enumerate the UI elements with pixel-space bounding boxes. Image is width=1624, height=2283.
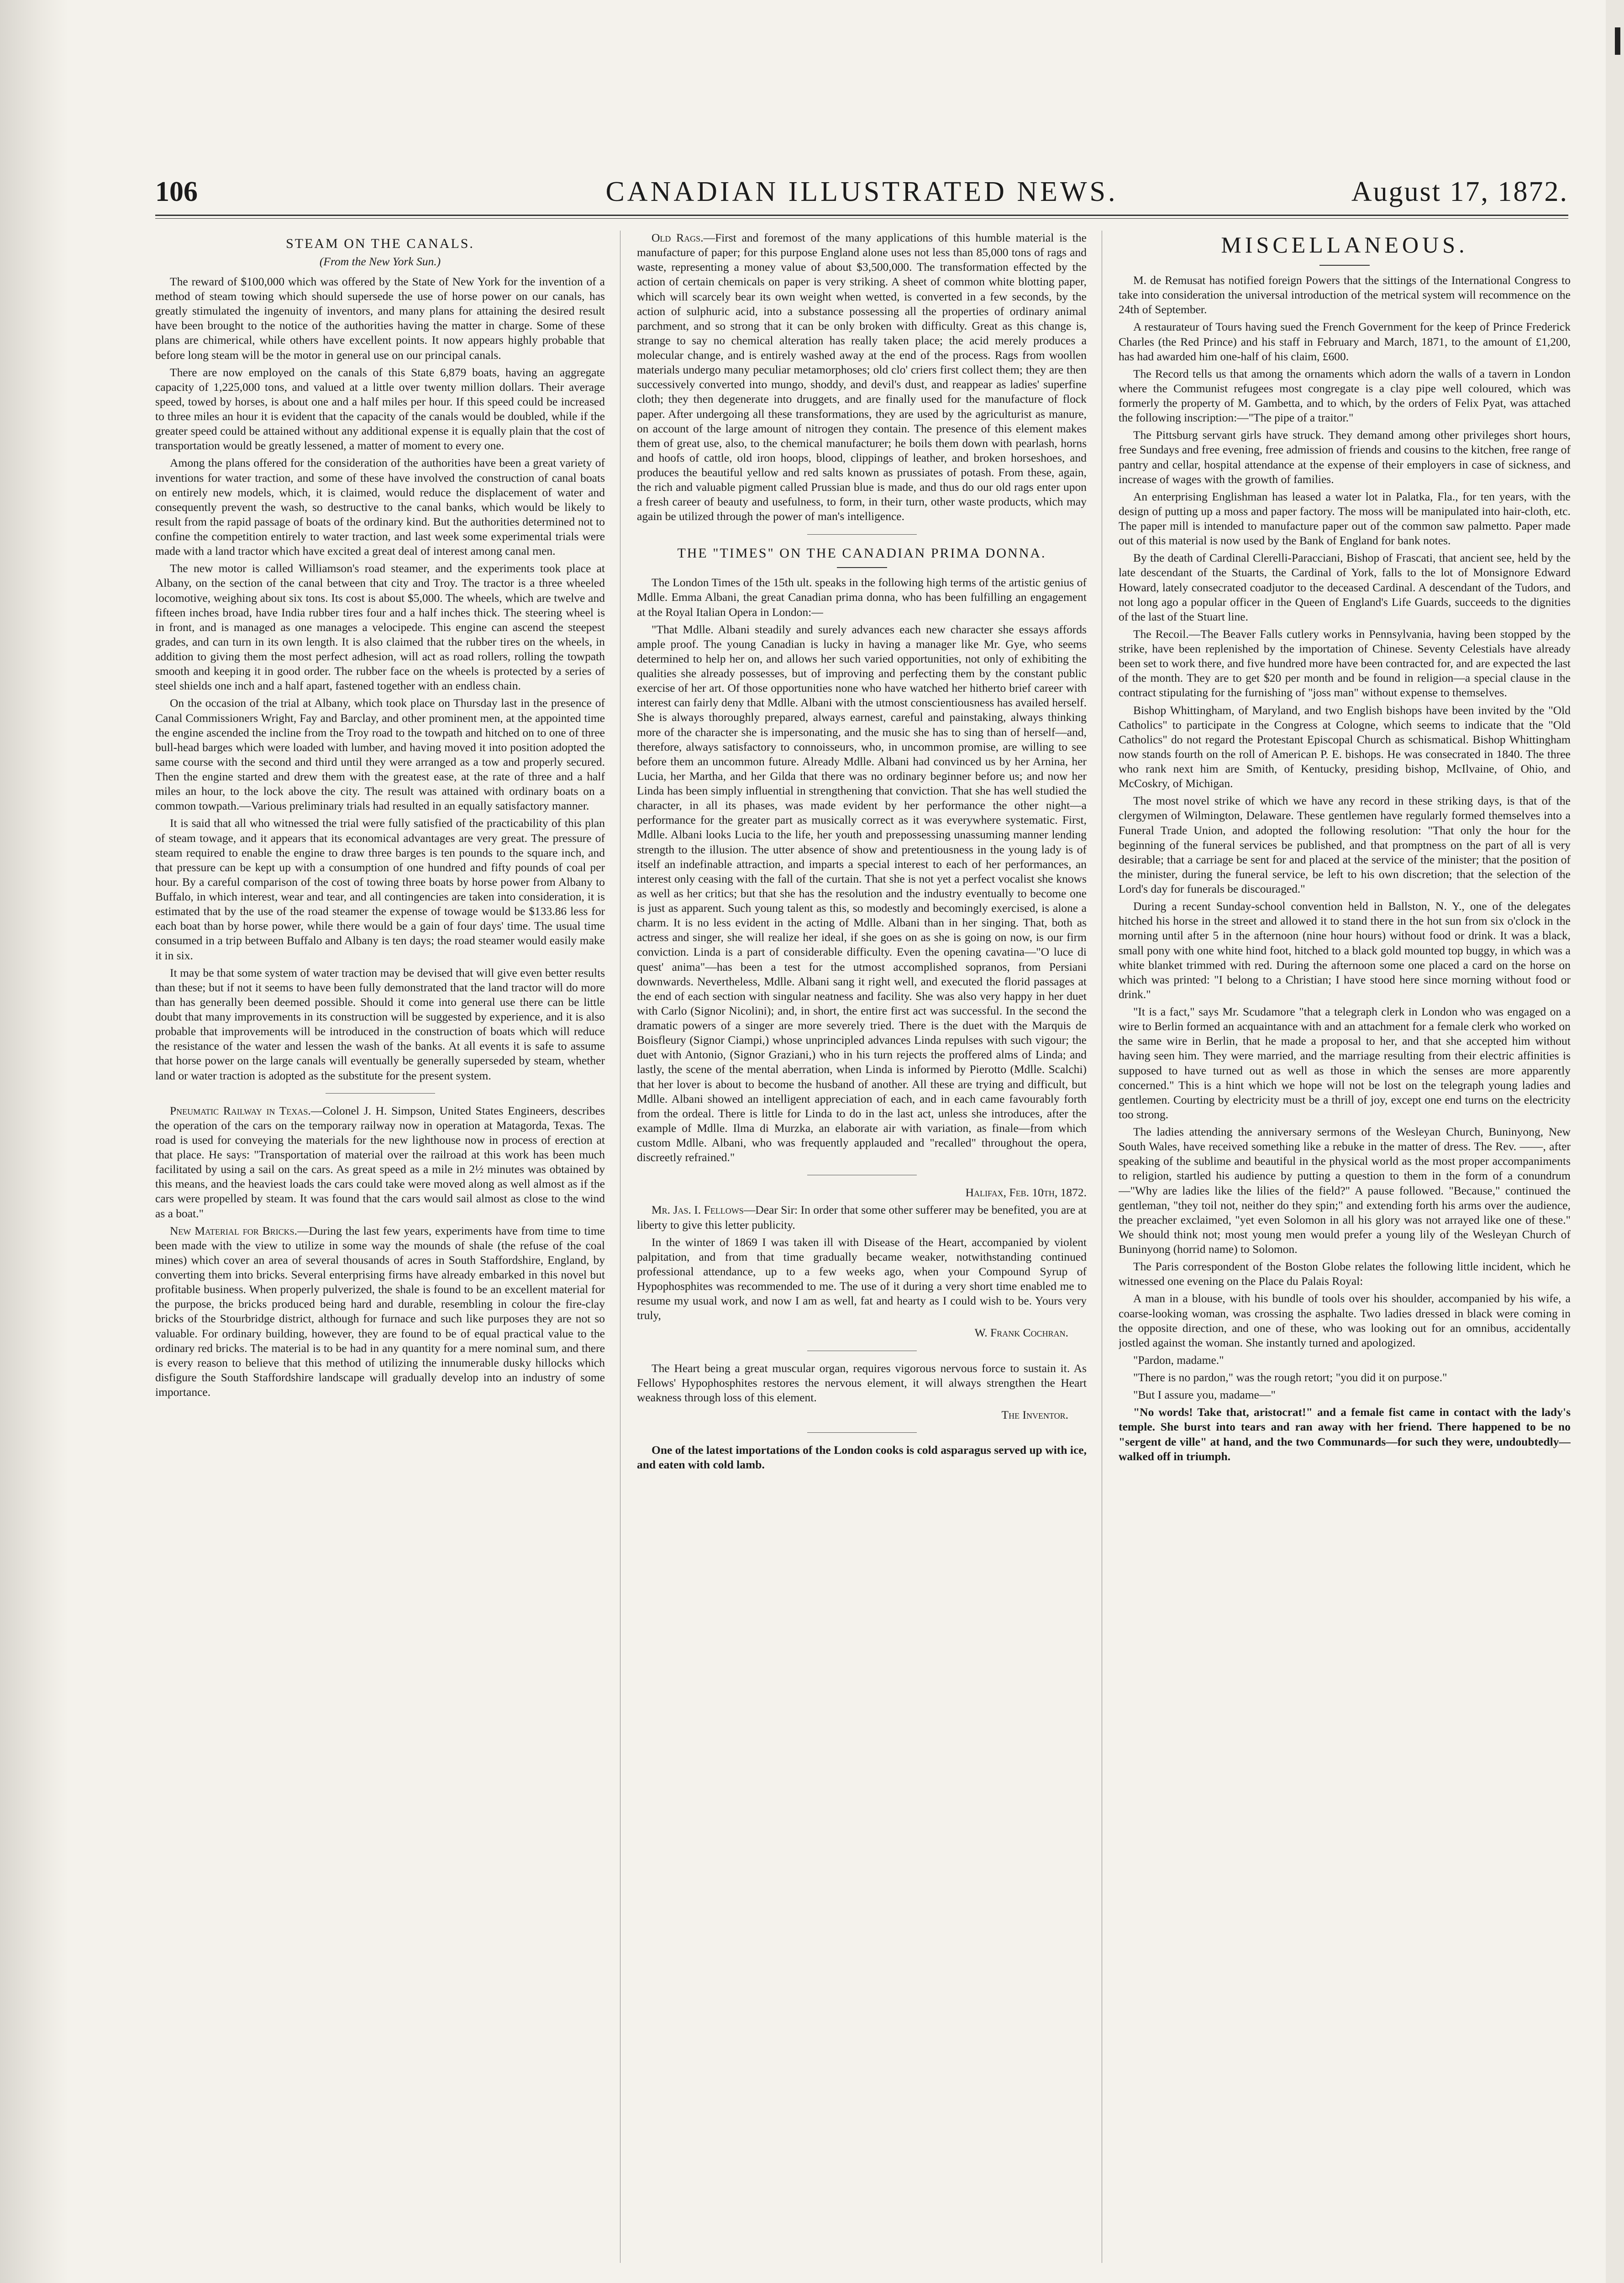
section-separator <box>807 534 917 535</box>
column-2 <box>637 231 1087 2263</box>
paragraph: "But I assure you, madame—" <box>1133 1388 1276 1402</box>
paragraph: "It is a fact," says Mr. Scudamore "that a telegraph clerk in London who was engaged on a wire to Berlin formed an acquaintance with and an attachment for a female clerk who worked on the same wire in Berlin, that he made a proposal to her, and that she accepted him without having seen him. They were married, and the marriage resulting from their electric affinities is supposed to have turned out as well as those in which the senses are more apparently concerned." This is a hint which we hope will not be lost on the telegraph young ladies and gentlemen. Courting by electricity must be a thrill of joy, except one end turns on the electricity too strong. <box>1119 1005 1571 1121</box>
header-rule-thin <box>155 218 1568 219</box>
section-separator <box>807 1432 917 1433</box>
title-rule <box>1319 265 1370 266</box>
page-number: 106 <box>155 176 198 207</box>
paragraph: The reward of $100,000 which was offered by the State of New York for the invention of a method of steam towing which should supersede the use of horse power on our canals, has greatly stimulated the ingenuity of inventors, and many plans for attaining the desired result have been brought to the notice of the authorities having the matter in charge. Some of these plans are chimerical, while others have excellent points. It now appears highly probable that before long steam will be the motor in general use on our principal canals. <box>155 274 605 362</box>
run-in-heading: Pneumatic Railway in Texas. <box>170 1104 311 1117</box>
paragraph: It is said that all who witnessed the trial were fully satisfied of the practicability of this plan of steam towage, and it appears that its economical advantages are very great. The pressure of steam required to enable the engine to draw three barges is ten pounds to the square inch, and that pressure can be kept up with a consumption of one hundred and fifty pounds of coal per hour. By a careful comparison of the cost of towing three boats by horse power from Albany to Buffalo, in which interest, wear and tear, and all contingencies are taken into consideration, it is estimated that by the use of the road steamer the expense of towage would be $133.86 less for each boat than by horse power, while there would be a gain of four days' time. The usual time consumed in a trip between Buffalo and Albany is ten days; the road steamer would easily make it in six. <box>155 816 605 962</box>
letter-salutation <box>637 1203 1087 1232</box>
paragraph: "Pardon, madame." <box>1133 1353 1224 1367</box>
inventor-signature: The Inventor. <box>1001 1408 1068 1421</box>
paragraph: A restaurateur of Tours having sued the French Government for the keep of Prince Frederick Charles (the Red Prince) and his staff in February and March, 1871, to the amount of £1,200, has had awarded him one-half of his claim, £600. <box>1119 320 1571 363</box>
paragraph: During a recent Sunday-school convention held in Ballston, N. Y., one of the delegates hitched his horse in the street and allowed it to stand there in the hot sun from six o'clock in the morning until after 5 in the afternoon (nine hour hours) without food or drink. It was a black, small pony with one white hind foot, hitched to a black gold mounted top buggy, in which was a white blanket trimmed with red. During the afternoon some one placed a card on the horse on which was printed: "I belong to a Christian; I have stood here since morning without food or drink." <box>1119 900 1571 1001</box>
paragraph: A man in a blouse, with his bundle of tools over his shoulder, accompanied by his wife, a coarse-looking woman, was crossing the asphalte. Two ladies dressed in black were coming in the opposite direction, and one of these, who was looking out for an omnibus, accidentally jostled against the woman. She instantly turned and apologized. <box>1119 1292 1571 1349</box>
letter-signature: W. Frank Cochran. <box>974 1326 1068 1340</box>
article-source: (From the New York Sun.) <box>319 254 441 268</box>
paragraph: M. de Remusat has notified foreign Powers that the sittings of the International Congress to take into consideration the universal introduction of the metrical system will recommence on the 24th of September. <box>1119 274 1571 316</box>
paragraph: The ladies attending the anniversary sermons of the Wesleyan Church, Buninyong, New South Wales, have received something like a rebuke in the matter of dress. The Rev. ——, after speaking of the sublime and beautiful in the physical world as the most proper accompaniments to religion, startled his audience by putting a question to them in the form of a conundrum—"Why are ladies like the lilies of the field?" A pause followed. "Because," continued the gentleman, "they toil not, neither do they spin;" and extending forth his arms over the audience, the preacher exclaimed, "yet even Solomon in all his glory was not arrayed like one of these." We should think not; most young men would prefer a young lily of the Wesleyan Church of Buninyong (horrid name) to Solomon. <box>1119 1125 1571 1256</box>
section-separator <box>326 1093 435 1094</box>
page-gutter-shadow <box>0 0 68 2283</box>
paragraph: "There is no pardon," was the rough retort; "you did it on purpose." <box>1133 1371 1447 1384</box>
section-title-miscellaneous: MISCELLANEOUS. <box>1221 232 1468 258</box>
column-1 <box>155 231 605 2263</box>
paragraph: On the occasion of the trial at Albany, which took place on Thursday last in the presence of Canal Commissioners Wright, Fay and Barclay, and other prominent men, at the appointed time the engine ascended the incline from the Troy road to the towpath and hitched on to one of three bull-head barges which were loaded with lumber, and having moved it into position adopted the same course with the second and third until they were arranged as a tow and properly secured. Then the engine started and drew them with the greatest ease, at the rate of three and a half miles an hour, to the lock above the city. The result was attained with ordinary boats on a common towpath.—Various preliminary trials had resulted in an equally satisfactory manner. <box>155 696 605 813</box>
title-rule <box>837 567 887 568</box>
masthead: CANADIAN ILLUSTRATED NEWS. <box>605 176 1118 207</box>
paragraph: The Recoil.—The Beaver Falls cutlery works in Pennsylvania, having been stopped by the strike, have been replenished by the importation of Chinese. Seventy Celestials have already been set to work there, and five hundred more have been contracted for, and are expected the last of the month. They are to get $20 per month and be found in religion—a special clause in the contract stipulating for the furnishing of "joss man" without expense to themselves. <box>1119 627 1571 700</box>
paragraph: Among the plans offered for the consideration of the authorities have been a great variety of inventions for water traction, and some of these have involved the construction of canal boats on entirely new models, which, it is claimed, would reduce the displacement of water and consequently prevent the wash, so destructive to the canal banks, which would be likely to result from the rapid passage of boats of the ordinary kind. But the authorities determined not to confine the competition entirely to water traction, and last week some experimental trials were made with a land tractor which have excited a great deal of interest among canal men. <box>155 456 605 558</box>
paragraph: The Paris correspondent of the Boston Globe relates the following little incident, which he witnessed one evening on the Place du Palais Royal: <box>1119 1260 1571 1288</box>
letter-recipient: Mr. Jas. I. Fellows <box>652 1203 744 1217</box>
paragraph: It may be that some system of water traction may be devised that will give even better results than these; but if not it seems to have been fully demonstrated that the land tractor will do more than has generally been deemed possible. Should it come into general use there can be little doubt that many improvements in its construction will be suggested by experience, and it is also probable that improvements will be introduced in the construction of boats which will reduce the resistance of the water and lessen the wash of the banks. At all events it is safe to assume that horse power on the large canals will eventually be generally superseded by steam, whether land or water traction is adopted as the substitute for the present system. <box>155 966 605 1082</box>
paragraph: The Pittsburg servant girls have struck. They demand among other privileges short hours, free Sundays and free evening, free admission of friends and cousins to the kitchen, free range of pantry and cellar, hospital attendance at the expense of their employers in case of sickness, and increase of wages with the growth of families. <box>1119 428 1571 486</box>
paragraph-text: —During the last few years, experiments have from time to time been made with the view to utilize in some way the mounds of shale (the refuse of the coal mines) which cover an area of several thousands of acres in South Staffordshire, England, by converting them into bricks. Several enterprising firms have already embarked in this novel but profitable business. When properly pulverized, the shale is found to be an excellent material for the purpose, the bricks produced being hard and durable, resembling in colour the fire-clay bricks of the Stourbridge district, although for furnace and such like purposes they are not so valuable. For ordinary building, however, they are found to be of equal practical value to the ordinary red bricks. The material is to be had in any quantity for a mere nominal sum, and there is every reason to believe that this method of utilizing the innumerable dusky hillocks which disfigure the South Staffordshire landscape will gradually develop into an industry of some importance. <box>155 1224 605 1399</box>
article-title-steam: STEAM ON THE CANALS. <box>286 236 474 251</box>
page-header <box>155 176 1568 212</box>
scan-edge-mark <box>1615 27 1620 55</box>
scan-edge <box>1606 0 1624 2283</box>
paragraph: In the winter of 1869 I was taken ill with Disease of the Heart, accompanied by violent palpitation, and from that time gradually became weaker, notwithstanding continued professional attendance, up to a few weeks ago, when your Compound Syrup of Hypophosphites was recommended to me. The use of it during a very short time enabled me to resume my usual work, and now I am as well, fat and hearty as I could wish to be. Yours very truly, <box>637 1235 1087 1322</box>
paragraph-pneumatic <box>155 1104 605 1221</box>
run-in-heading: New Material for Bricks. <box>170 1224 298 1237</box>
paragraph: By the death of Cardinal Clerelli-Paracciani, Bishop of Frascati, that ancient see, held by the late descendant of the Stuarts, the Cardinal of York, falls to the lot of Monsignore Edward Howard, lately consecrated coadjutor to the deceased Cardinal. A descendant of the Tudors, and not long ago a popular officer in the Queen of England's Life Guards, succeeds to the dignities of the last of the Stuart line. <box>1119 551 1571 623</box>
paragraph-asparagus: One of the latest importations of the London cooks is cold asparagus served up with ice, and eaten with cold lamb. <box>637 1443 1087 1472</box>
paragraph: An enterprising Englishman has leased a water lot in Palatka, Fla., for ten years, with the design of putting up a moss and paper factory. The moss will be manipulated into hair-cloth, etc. The paper mill is intended to manufacture paper out of the common saw palmetto. Paper made out of this material is now used by the Bank of England for bank notes. <box>1119 489 1571 547</box>
header-rule <box>155 215 1568 216</box>
paragraph: "That Mdlle. Albani steadily and surely advances each new character she essays affords ample proof. The young Canadian is lucky in having a manager like Mr. Gye, who seems determined to help her on, and allows her such varied opportunities, not only of exhibiting the qualities she already possesses, but of improving and perfecting them by the constant public exercise of her art. Of those opportunities none who have watched her hitherto brief career with interest can fairly deny that Mdlle. Albani with the utmost conscientiousness has availed herself. She is always thoroughly prepared, always earnest, careful and painstaking, always thinking more of the character she is impersonating, and the music she has to sing than of herself—and, therefore, always satisfactory to connoisseurs, who, in uncommon promise, are willing to see before them an uncommon future. Already Mdlle. Albani had convinced us by her Arnina, her Lucia, her Martha, and her Gilda that there was no ordinary beginner before us; and now her Linda has been simply influential in strengthening that conviction. That she has well studied the character, in all its phases, was made evident by her performance the other night—a performance for the greater part as musically correct as it was everywhere systematic. First, Mdlle. Albani looks Lucia to the life, her youth and prepossessing unassuming manner lending strength to the illusion. The utter absence of show and pretentiousness in the young lady is of itself an indefinable attraction, and imparts a special interest to each of her performances, an interest only ceasing with the fall of the curtain. That she is not yet a perfect vocalist she knows as well as her critics; but that she has the resolution and the industry eventually to become one is just as apparent. Such young talent as this, so modestly and becomingly exercised, is alone a charm. It is no less evident in the acting of Mdlle. Albani than in her singing. That, both as actress and singer, she will realize her ideal, if she goes on as she is going on now, is our firm conviction. Linda is a part of considerable difficulty. Even the opening cavatina—"O luce di quest' anima"—has been a test for the utmost accomplished sopranos, from Persiani downwards. Nevertheless, Mdlle. Albani sang it right well, and executed the florid passages at the end of each section with singular neatness and facility. She was also very happy in her duet with Carlo (Signor Nicolini); and, in short, the entire first act was successful. In the second the dramatic powers of a singer are more severely tried. There is the duet with the Marquis de Boisfleury (Signor Ciampi,) whose unprincipled advances Linda repulses with such vigour; the duet with Antonio, (Signor Graziani,) who in his turn rejects the proffered alms of Linda; and lastly, the scene of the mental aberration, when Linda is informed by Pierotto (Mdlle. Scalchi) that her lover is about to become the husband of another. All these are trying and difficult, but Mdlle. Albani showed an intelligent appreciation of each, and in each came favourably forth from the ordeal. There is little for Linda to do in the last act, unless she introduces, after the example of Mdlle. Ilma di Murzka, an elaborate air with variation, as finale—from which custom Mdlle. Albani, who was frequently applauded and "recalled" throughout the opera, discreetly refrained." <box>637 622 1087 1164</box>
letter-dateline: Halifax, Feb. 10th, 1872. <box>965 1186 1087 1199</box>
paragraph: Bishop Whittingham, of Maryland, and two English bishops have been invited by the "Old Catholics" to participate in the Congress at Cologne, which seems to indicate that the "Old Catholics" do not regard the Protestant Episcopal Church as schismatical. Bishop Whittingham now stands fourth on the roll of American P. E. bishops. He was consecrated in 1840. The three who rank next him are Smith, of Kentucky, presiding bishop, McIlvaine, of Ohio, and McCoskry, of Michigan. <box>1119 703 1571 790</box>
paragraph-rags <box>637 231 1087 524</box>
paragraph: The most novel strike of which we have any record in these striking days, is that of the clergymen of Wilmington, Delaware. These gentlemen have regularly formed themselves into a Funeral Trade Union, and adopted the following resolution: "That only the hour for the beginning of the funeral services be published, and that promptness on the part of all is very desirable; that a carriage be sent for and placed at the service of the minister; that the position of the minister, during the funeral service, be left to his own discretion; that the selection of the Lord's day for funerals be discouraged." <box>1119 794 1571 895</box>
paragraph-text: —Dear Sir: In order that some other sufferer may be benefited, you are at liberty to give this letter publicity. <box>637 1203 1087 1231</box>
paragraph: There are now employed on the canals of this State 6,879 boats, having an aggregate capacity of 1,225,000 tons, and valued at a little over twenty million dollars. Their average speed, towed by horses, is about one and a half miles per hour. If this speed could be increased to three miles an hour it is evident that the capacity of the canals would be doubled, while if the greater speed could be attained without any additional expense it is equally plain that the cost of transportation would be greatly lessened, a matter of moment to every one. <box>155 365 605 452</box>
column-3 <box>1119 231 1571 2263</box>
article-title-times: THE "TIMES" ON THE CANADIAN PRIMA DONNA. <box>677 545 1046 561</box>
paragraph-text: —First and foremost of the many applications of this humble material is the manufacture of paper; for this purpose England alone uses not less than 85,000 tons of rags and waste, representing a money value of about $3,500,000. The transformation effected by the action of certain chemicals on paper is very striking. A sheet of common white blotting paper, which will scarcely bear its own weight when wetted, is converted in a few seconds, by the action of sulphuric acid, into a substance possessing all the properties of ordinary animal parchment, and so strong that it can be only broken with difficulty. Great as this change is, strange to say no chemical alteration has really taken place; the acid merely produces a molecular change, and is entirely washed away at the end of the process. Rags from woollen materials undergo many peculiar metamorphoses; old clo' criers first collect them; they are then successively converted into mungo, shoddy, and devil's dust, and reappear as ladies' superfine cloth; they then degenerate into druggets, and are finally used for the manufacture of flock paper. After undergoing all these transformations, they are used by the agriculturist as manure, on account of the large amount of nitrogen they contain. The presence of this element makes them of great use, also, to the chemical manufacturer; he boils them down with pearlash, horns and hoofs of cattle, old iron hoops, blood, clippings of leather, and broken horseshoes, and produces the beautiful yellow and red salts known as prussiates of potash. From these, again, the rich and valuable pigment called Prussian blue is made, and thus do our old rags enter upon a fresh career of beauty and usefulness, to form, in their turn, other waste products, which may again be utilized through the power of man's intelligence. <box>637 231 1087 523</box>
paragraph: "No words! Take that, aristocrat!" and a female fist came in contact with the lady's temple. She burst into tears and ran away with her friend. There happened to be no "sergent de ville" at hand, and the two Communards—for such they were, undoubtedly—walked off in triumph. <box>1119 1405 1571 1463</box>
issue-date: August 17, 1872. <box>1351 176 1568 207</box>
paragraph: The new motor is called Williamson's road steamer, and the experiments took place at Albany, on the section of the canal between that city and Troy. The tractor is a three wheeled locomotive, weighing about six tons. Its cost is about $5,000. The wheels, which are twelve and fifteen inches broad, have India rubber tires four and a half inches thick. The steering wheel is in front, and is managed as one manages a velocipede. This engine can ascend the steepest grades, and can turn in its own length. It is also claimed that the rubber tires on the wheels, in addition to giving them the most perfect adhesion, will act as road rollers, rolling the towpath smooth and keeping it in good order. The rubber face on the wheels is protected by a series of steel shields one inch and a half apart, fastened together with an endless chain. <box>155 562 605 693</box>
paragraph: The London Times of the 15th ult. speaks in the following high terms of the artistic genius of Mdlle. Emma Albani, the great Canadian prima donna, who has been fulfilling an engagement at the Royal Italian Opera in London:— <box>637 576 1087 619</box>
paragraph-bricks <box>155 1224 605 1400</box>
paragraph: The Heart being a great muscular organ, requires vigorous nervous force to sustain it. As Fellows' Hypophosphites restores the nervous element, it will always strengthen the Heart weakness through loss of this element. <box>637 1361 1087 1404</box>
run-in-heading: Old Rags. <box>652 231 704 244</box>
paragraph: The Record tells us that among the ornaments which adorn the walls of a tavern in London where the Communist refugees most congregate is a clay pipe well coloured, which was formerly the property of M. Gambetta, and to which, by the orders of Felix Pyat, was attached the following inscription:—"The pipe of a traitor." <box>1119 367 1571 425</box>
paragraph-text: —Colonel J. H. Simpson, United States Engineers, describes the operation of the cars on the temporary railway now in operation at Matagorda, Texas. The road is used for conveying the materials for the new lighthouse now in process of erection at that place. He says: "Transportation of material over the railroad at this work has been much facilitated by using a sail on the cars. As great speed as a mile in 2½ minutes was obtained by this means, and the heaviest loads the cars could take were moved along as well almost as if the cars were propelled by steam. It was found that the cars would sail almost as close to the wind as a boat." <box>155 1104 605 1220</box>
